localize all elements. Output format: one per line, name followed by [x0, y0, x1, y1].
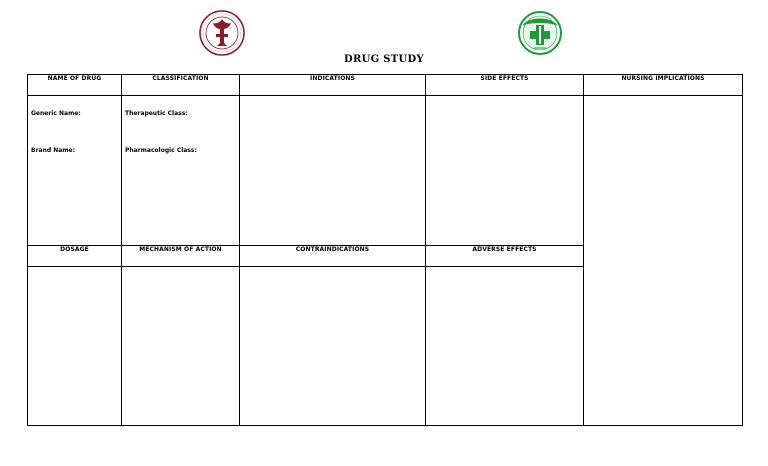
- header-dosage: DOSAGE: [28, 246, 122, 267]
- university-seal-icon: [199, 10, 245, 56]
- header-indications: INDICATIONS: [240, 75, 426, 96]
- document-title: DRUG STUDY: [344, 54, 424, 65]
- side-effects-cell[interactable]: [426, 96, 584, 246]
- header-nursing-implications: NURSING IMPLICATIONS: [584, 75, 743, 96]
- generic-name-label: Generic Name:: [31, 110, 81, 117]
- indications-cell[interactable]: [240, 96, 426, 246]
- drug-study-table: [27, 74, 743, 426]
- mechanism-of-action-cell[interactable]: [122, 267, 240, 426]
- university-seal-logo: [199, 10, 245, 56]
- header-adverse-effects: ADVERSE EFFECTS: [426, 246, 584, 267]
- nursing-implications-cell[interactable]: [584, 96, 743, 426]
- contraindications-cell[interactable]: [240, 267, 426, 426]
- classification-cell[interactable]: [122, 96, 240, 246]
- therapeutic-class-label: Therapeutic Class:: [125, 110, 188, 117]
- college-of-nursing-seal-logo: [516, 10, 564, 56]
- dosage-cell[interactable]: [28, 267, 122, 426]
- header-classification: CLASSIFICATION: [122, 75, 240, 96]
- adverse-effects-cell[interactable]: [426, 267, 584, 426]
- name-of-drug-cell[interactable]: [28, 96, 122, 246]
- brand-name-label: Brand Name:: [31, 147, 76, 154]
- header-name-of-drug: NAME OF DRUG: [28, 75, 122, 96]
- college-of-nursing-seal-icon: [516, 10, 564, 56]
- pharmacologic-class-label: Pharmacologic Class:: [125, 147, 197, 154]
- header-contraindications: CONTRAINDICATIONS: [240, 246, 426, 267]
- header-mechanism-of-action: MECHANISM OF ACTION: [122, 246, 240, 267]
- header-side-effects: SIDE EFFECTS: [426, 75, 584, 96]
